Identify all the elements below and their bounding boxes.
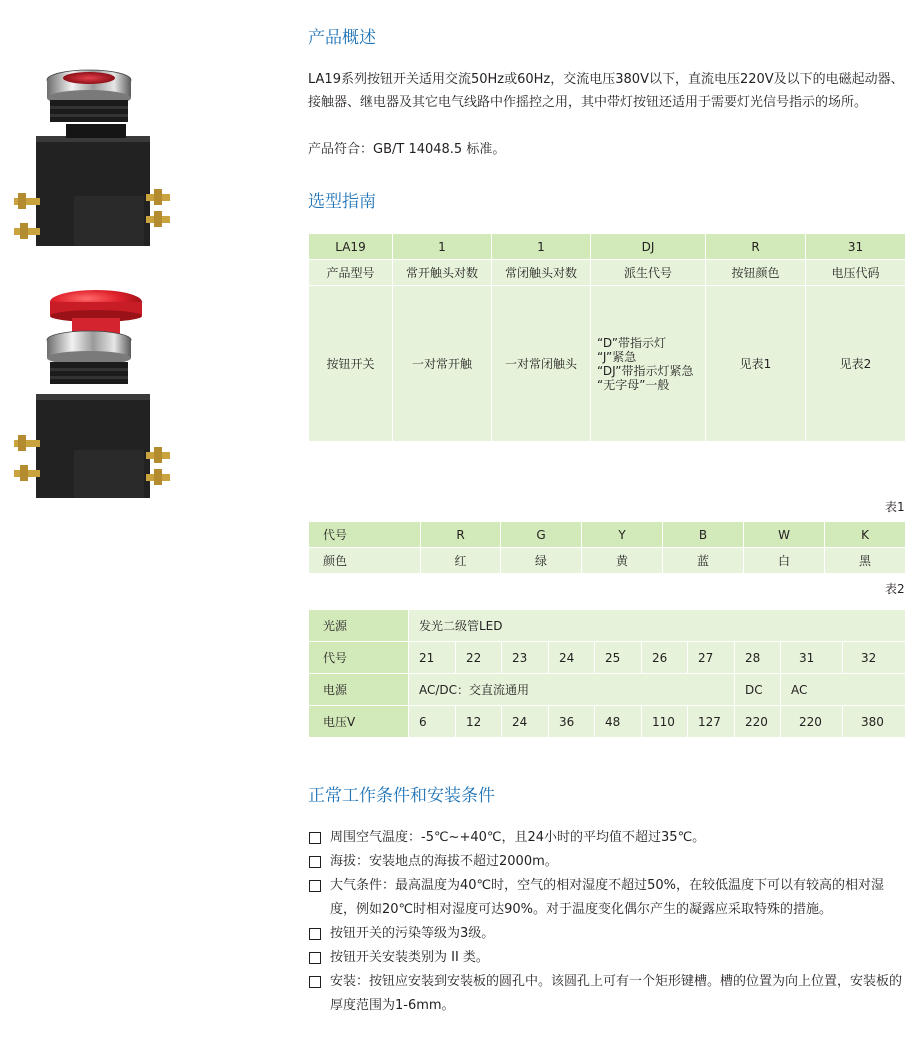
voltage-cell: 48 [595,706,642,738]
no-contact-cell: 一对常开触 [393,286,492,442]
overview-title: 产品概述 [308,28,376,48]
code-cell: 31 [806,234,906,260]
code-cell: 1 [393,234,492,260]
code-cell: R [706,234,806,260]
standard-paragraph: 产品符合：GB/T 14048.5 标准。 [308,142,506,157]
condition-item [308,922,908,946]
color-code-cell: B [663,522,744,548]
name-cell: 常闭触头对数 [492,260,591,286]
name-cell: 常开触头对数 [393,260,492,286]
voltage-code-cell: 31 [781,642,843,674]
power-ac-cell: AC [781,674,906,706]
voltage-code-cell: 27 [688,642,735,674]
condition-text: 海拔：安装地点的海拔不超过2000m。 [330,854,558,869]
voltage-cell: 380 [843,706,906,738]
voltage-code-cell: 26 [642,642,688,674]
derive-line: “J”紧急 [597,349,637,364]
voltage-cell: 127 [688,706,735,738]
voltage-label: 电压V [309,706,409,738]
voltage-cell: 24 [502,706,549,738]
name-cell: 按钮颜色 [706,260,806,286]
name-cell: 电压代码 [806,260,906,286]
color-code-cell: K [825,522,906,548]
light-source-value: 发光二级管LED [409,610,906,642]
condition-text: 安装：按钮应安装到安装板的圆孔中。该圆孔上可有一个矩形键槽。槽的位置为向上位置，安装板的厚度范围为1-6mm。 [330,974,903,1013]
color-code-cell: Y [582,522,663,548]
condition-text: 大气条件：最高温度为40℃时，空气的相对湿度不超过50%，在较低温度下可以有较高的相对湿度，例如20℃时相对湿度可达90%。对于温度变化偶尔产生的凝露应采取特殊的措施。 [330,878,885,917]
product-value-cell: 按钮开关 [309,286,393,442]
condition-item [308,850,908,874]
table1-row-label: 代号 [309,522,421,548]
table1-color-row [309,548,906,574]
color-name-cell: 绿 [501,548,582,574]
condition-text: 按钮开关安装类别为 II 类。 [330,950,489,965]
product-image-flat-button [14,66,174,256]
selection-table [308,233,906,442]
derive-code-cell [591,286,706,442]
voltage-code-cell: 32 [843,642,906,674]
table2-caption: 表2 [885,582,905,596]
selection-value-row [309,286,906,442]
code-cell: 1 [492,234,591,260]
selection-title: 选型指南 [308,192,376,212]
checkbox-icon [309,832,321,844]
checkbox-icon [309,880,321,892]
voltage-cell: 220 [735,706,781,738]
table1-code-row [309,522,906,548]
light-source-label: 光源 [309,610,409,642]
voltage-code-cell: 21 [409,642,456,674]
color-ref-cell: 见表1 [706,286,806,442]
color-code-cell: G [501,522,582,548]
condition-text: 周围空气温度：-5℃~+40℃，且24小时的平均值不超过35℃。 [330,830,706,845]
voltage-code-cell: 22 [456,642,502,674]
selection-name-row [309,260,906,286]
name-cell: 产品型号 [309,260,393,286]
selection-code-row [309,234,906,260]
power-label: 电源 [309,674,409,706]
voltage-cell: 110 [642,706,688,738]
power-acdc-cell: AC/DC：交直流通用 [409,674,735,706]
derive-line: “无字母”一般 [597,377,670,392]
color-code-cell: W [744,522,825,548]
voltage-cell: 6 [409,706,456,738]
table1-row-label: 颜色 [309,548,421,574]
checkbox-icon [309,976,321,988]
voltage-code-label: 代号 [309,642,409,674]
voltage-row [309,706,906,738]
voltage-code-row [309,642,906,674]
condition-item [308,946,908,970]
power-dc-cell: DC [735,674,781,706]
voltage-code-cell: 24 [549,642,595,674]
derive-line: “D”带指示灯 [597,335,666,350]
voltage-ref-cell: 见表2 [806,286,906,442]
color-name-cell: 黄 [582,548,663,574]
product-image-mushroom-button [14,290,174,500]
conditions-title: 正常工作条件和安装条件 [308,786,495,806]
power-row [309,674,906,706]
code-cell: LA19 [309,234,393,260]
derive-line: “DJ”带指示灯紧急 [597,363,694,378]
light-source-row [309,610,906,642]
condition-item [308,970,908,1018]
color-name-cell: 红 [421,548,501,574]
checkbox-icon [309,856,321,868]
color-name-cell: 黑 [825,548,906,574]
voltage-code-cell: 28 [735,642,781,674]
overview-paragraph: LA19系列按钮开关适用交流50Hz或60Hz，交流电压380V以下，直流电压220V及以下的电磁起动器、接触器、继电器及其它电气线路中作摇控之用，其中带灯按钮还适用于需要灯光信号指示的场所。 [308,72,904,110]
nc-contact-cell: 一对常闭触头 [492,286,591,442]
checkbox-icon [309,952,321,964]
voltage-code-cell: 25 [595,642,642,674]
voltage-code-cell: 23 [502,642,549,674]
color-code-cell: R [421,522,501,548]
color-table [308,521,906,574]
condition-item [308,826,908,850]
condition-item [308,874,908,922]
table1-caption: 表1 [885,500,905,514]
voltage-cell: 12 [456,706,502,738]
voltage-cell: 220 [781,706,843,738]
code-cell: DJ [591,234,706,260]
conditions-list [308,826,908,1018]
voltage-table [308,609,906,738]
condition-text: 按钮开关的污染等级为3级。 [330,926,495,941]
color-name-cell: 白 [744,548,825,574]
name-cell: 派生代号 [591,260,706,286]
voltage-cell: 36 [549,706,595,738]
checkbox-icon [309,928,321,940]
color-name-cell: 蓝 [663,548,744,574]
